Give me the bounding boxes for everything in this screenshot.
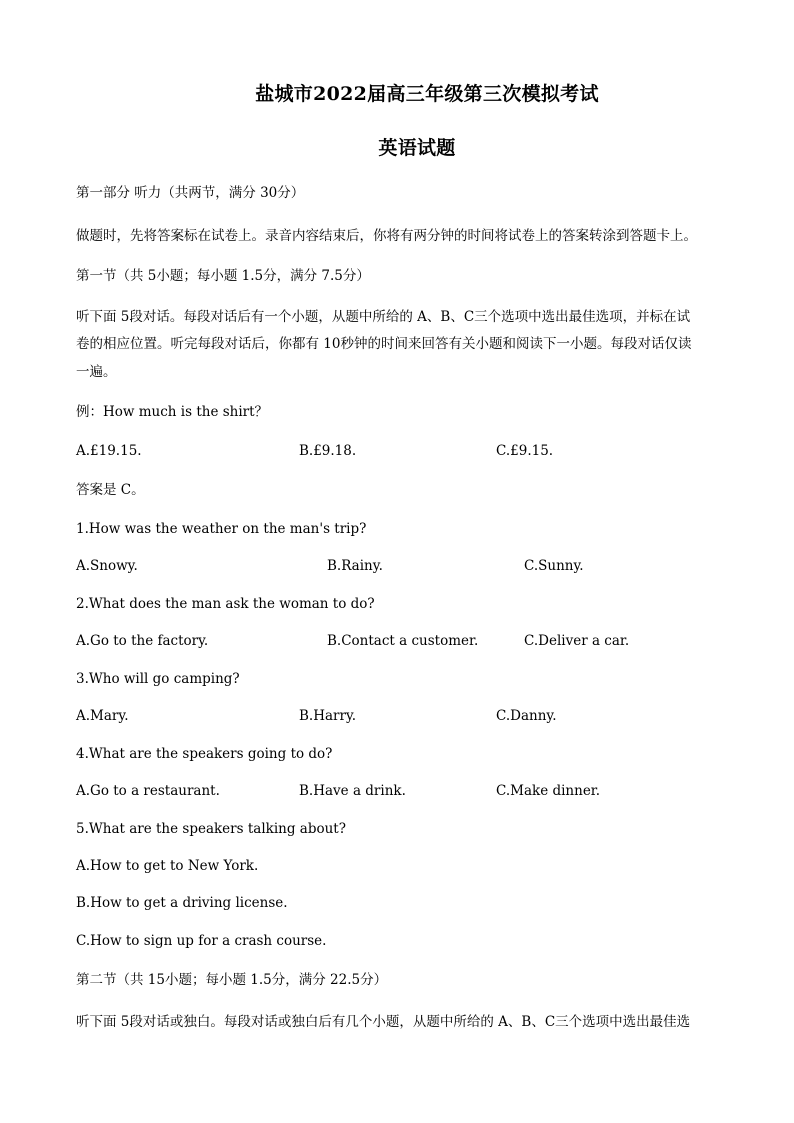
q1-option-a: A.Snowy. (76, 558, 138, 574)
section1-desc-line: 听下面 5段对话。每段对话后有一个小题，从题中所给的 A、B、C三个选项中选出最佳选项，并标在试 (76, 309, 691, 325)
exam-subtitle: 英语试题 (378, 137, 456, 159)
question-1: 1.How was the weather on the man's trip? (76, 521, 367, 537)
q4-option-b: B.Have a drink. (299, 783, 406, 799)
question-3: 3.Who will go camping? (76, 671, 240, 687)
question-4: 4.What are the speakers going to do? (76, 746, 333, 762)
q2-option-c: C.Deliver a car. (524, 633, 630, 649)
section1-desc-line: 一遍。 (76, 364, 117, 380)
q3-option-c: C.Danny. (496, 708, 557, 724)
question-5: 5.What are the speakers talking about? (76, 821, 346, 837)
q3-option-b: B.Harry. (299, 708, 357, 724)
section1-desc-line: 卷的相应位置。听完每段对话后，你都有 10秒钟的时间来回答有关小题和阅读下一小题。每段对话仅读 (76, 336, 692, 352)
q3-option-a: A.Mary. (76, 708, 129, 724)
q4-option-a: A.Go to a restaurant. (76, 783, 220, 799)
q2-option-a: A.Go to the factory. (76, 633, 209, 649)
q1-option-c: C.Sunny. (524, 558, 584, 574)
q2-option-b: B.Contact a customer. (327, 633, 479, 649)
instruction: 做题时，先将答案标在试卷上。录音内容结束后，你将有两分钟的时间将试卷上的答案转涂到答题卡上。 (76, 228, 697, 244)
section2-desc: 听下面 5段对话或独白。每段对话或独白后有几个小题，从题中所给的 A、B、C三个选项中选出最佳选 (76, 1014, 691, 1030)
question-2: 2.What does the man ask the woman to do? (76, 596, 375, 612)
q5-option-c: C.How to sign up for a crash course. (76, 933, 327, 949)
example-option-c: C.£9.15. (496, 443, 554, 459)
example-option-a: A.£19.15. (76, 443, 142, 459)
section1-heading: 第一节（共 5小题；每小题 1.5分，满分 7.5分） (76, 268, 370, 284)
part1-heading: 第一部分 听力（共两节，满分 30分） (76, 185, 305, 201)
q4-option-c: C.Make dinner. (496, 783, 601, 799)
q5-option-b: B.How to get a driving license. (76, 895, 288, 911)
q1-option-b: B.Rainy. (327, 558, 383, 574)
example-answer: 答案是 C。 (76, 482, 145, 498)
section2-heading: 第二节（共 15小题；每小题 1.5分，满分 22.5分） (76, 972, 388, 988)
exam-title: 盐城市2022届高三年级第三次模拟考试 (255, 83, 599, 105)
example-option-b: B.£9.18. (299, 443, 357, 459)
q5-option-a: A.How to get to New York. (76, 858, 259, 874)
example-question: 例：How much is the shirt？ (76, 404, 269, 420)
